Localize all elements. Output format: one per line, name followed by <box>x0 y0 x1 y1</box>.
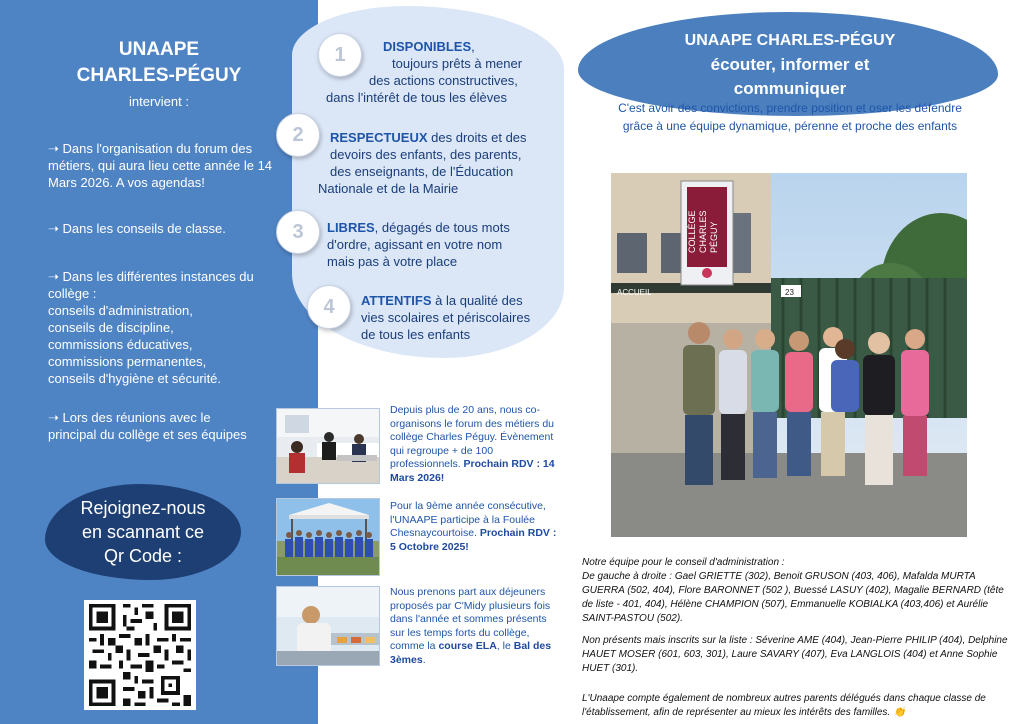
value-line: dans l'intérêt de tous les élèves <box>326 90 507 105</box>
value-line: Nationale et de la Mairie <box>318 181 459 196</box>
value-title: DISPONIBLES <box>383 39 472 54</box>
left-title-line1: UNAAPE <box>118 39 200 60</box>
left-title-line2: CHARLES-PÉGUY <box>76 65 242 86</box>
value-line: toujours prêts à mener <box>392 56 523 71</box>
team-photo-image <box>611 173 967 537</box>
right-title-line3: communiquer <box>733 79 847 98</box>
clap-icon: 👏 <box>892 707 906 718</box>
instances-head: ➝ Dans les différentes instances du collège : <box>48 269 254 301</box>
activity-rdv: Prochain RDV : 14 Mars 2026! <box>390 458 555 484</box>
value-number-4: 4 <box>307 285 351 329</box>
value-line: des enseignants, de l'Éducation <box>330 164 514 179</box>
value-line: vies scolaires et périscolaires <box>361 310 531 325</box>
value-line: de tous les enfants <box>361 327 471 342</box>
join-line3: Qr Code : <box>103 546 183 566</box>
instances-list-item: conseils d'administration, <box>48 303 193 318</box>
value-title: ATTENTIFS <box>361 293 432 308</box>
value-line: d'ordre, agissant en votre nom <box>327 237 503 252</box>
forum-text <box>390 404 556 485</box>
left-item-reunions: ➝ Lors des réunions avec le principal du collège et ses équipes <box>48 410 247 442</box>
activity-bold-bal: Bal des 3èmes <box>390 640 552 666</box>
right-title-line2: écouter, informer et <box>710 55 870 74</box>
value-number-2: 2 <box>276 113 320 157</box>
value-attentifs <box>361 292 561 343</box>
gate-number: 23 <box>785 288 794 297</box>
join-line2: en scannant ce <box>81 522 205 542</box>
qr-code[interactable] <box>84 600 196 710</box>
qr-code-image <box>84 600 196 710</box>
run-photo-image <box>277 499 380 576</box>
value-title: RESPECTUEUX <box>330 130 428 145</box>
value-line: mais pas à votre place <box>327 254 458 269</box>
left-item-conseils: ➝ Dans les conseils de classe. <box>48 221 226 236</box>
left-item-forum: ➝ Dans l'organisation du forum des métiers, qui aura lieu cette année le 14 Mars 2026. A vos agendas! <box>48 141 273 190</box>
caption-intro: Notre équipe pour le conseil d'administration : <box>582 557 785 568</box>
value-line: , dégagés de tous mots <box>374 220 510 235</box>
cmidy-photo <box>276 586 380 666</box>
activity-text: Depuis plus de 20 ans, nous co-organisons le forum des métiers du collège Charles Péguy. Évènement qui regroupe + de 100 professionnels. <box>390 404 554 470</box>
instances-list-item: conseils de discipline, <box>48 320 174 335</box>
activity-text-mid: , le <box>496 640 511 652</box>
right-title <box>600 29 980 101</box>
forum-photo-image <box>277 409 380 484</box>
value-title: LIBRES <box>327 220 375 235</box>
accueil-sign: ACCUEIL <box>617 288 652 297</box>
value-line: , <box>471 39 475 54</box>
run-photo <box>276 498 380 576</box>
join-text <box>45 496 241 568</box>
value-libres <box>327 219 527 270</box>
caption-footer <box>582 692 1012 720</box>
forum-photo <box>276 408 380 484</box>
team-caption <box>582 556 1012 626</box>
sign-charles: CHARLES <box>698 210 708 253</box>
left-subtitle: intervient : <box>129 94 189 109</box>
left-item-instances <box>48 268 278 387</box>
left-title <box>0 37 318 89</box>
activity-text: Nous prenons part aux déjeuners proposés par C'Midy plusieurs fois dans l'année et sommes présents sur les temps forts du collège, comme la <box>390 586 551 652</box>
activity-text: Pour la 9ème année consécutive, l'UNAAPE participe à la Foulée Chesnaycourtoise. <box>390 500 546 539</box>
cmidy-photo-image <box>277 587 380 666</box>
sign-college: COLLÈGE <box>687 210 697 253</box>
activity-rdv: Prochain RDV : 5 Octobre 2025! <box>390 527 557 553</box>
team-photo <box>611 173 967 537</box>
activity-text-end: . <box>422 653 426 666</box>
right-subtitle: C'est avoir des convictions, prendre position et oser les défendre grâce à une équipe dynamique, pérenne et proche des enfants <box>618 101 962 133</box>
value-line: des actions constructives, <box>369 73 518 88</box>
instances-list-item: commissions permanentes, <box>48 354 207 369</box>
value-disponibles <box>326 38 562 106</box>
value-line: devoirs des enfants, des parents, <box>330 147 522 162</box>
caption-footer-text: L'Unaape compte également de nombreux autres parents délégués dans chaque classe de l'établissement, afin de représenter au mieux les intérêts des familles. <box>582 693 986 718</box>
value-respectueux <box>318 129 562 197</box>
sign-peguy: PÉGUY <box>709 221 719 253</box>
value-number-3: 3 <box>276 210 320 254</box>
caption-absent: Non présents mais inscrits sur la liste : Séverine AME (404), Jean-Pierre PHILIP (404), Delphine HAUET MOSER (601, 603, 301), Laure SAVARY (407), Eva LANGLOIS (404) et Anne Sophie HUET (301). <box>582 635 1008 674</box>
instances-list-item: conseils d'hygiène et sécurité. <box>48 371 222 386</box>
value-line: des droits et des <box>427 130 527 145</box>
join-line1: Rejoignez-nous <box>80 498 206 518</box>
right-title-line1: UNAAPE CHARLES-PÉGUY <box>684 32 896 49</box>
activity-bold-ela: course ELA <box>438 640 497 652</box>
value-line: à la qualité des <box>431 293 523 308</box>
instances-list-item: commissions éducatives, <box>48 337 193 352</box>
cmidy-text <box>390 586 556 667</box>
caption-members: De gauche à droite : Gael GRIETTE (302), Benoit GRUSON (403, 406), Mafalda MURTA GUERRA (502, 404), Flore BARONNET (502 ), Buessé LASUY (402), Magalie BERNARD (tête de liste - 401, 404), Hélène CHAMPION (507), Emmanuelle KOBIALKA (403,406) et Aurélie SAINT-PASTOU (502). <box>582 571 1004 624</box>
run-text <box>390 500 560 554</box>
value-number-1: 1 <box>318 33 362 77</box>
